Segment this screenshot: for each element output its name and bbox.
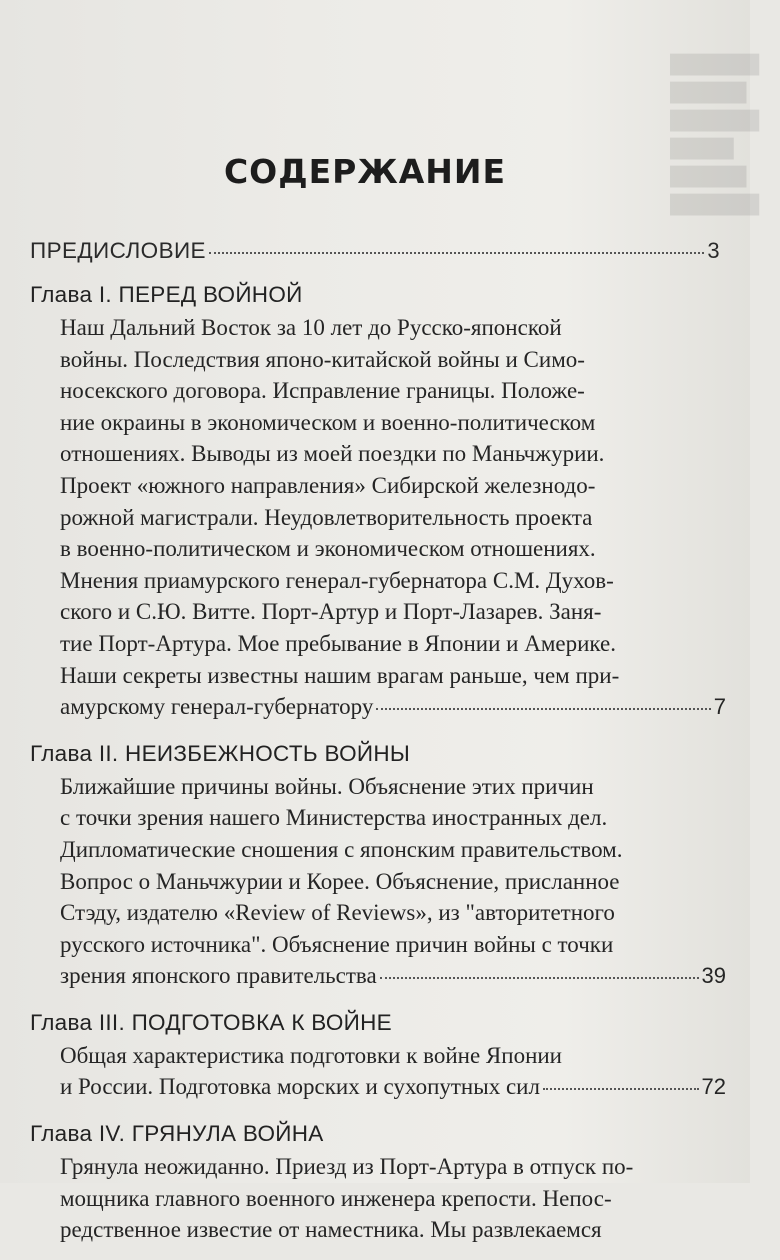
toc-entry-chapter-4[interactable] xyxy=(30,1117,720,1246)
description-line: отношениях. Выводы из моей поездки по Маньчжурии. xyxy=(60,441,605,467)
page-number: 7 xyxy=(713,694,726,720)
dot-leader xyxy=(376,708,710,710)
description-line: Общая характеристика подготовки к войне Японии xyxy=(60,1042,562,1068)
description-line: ние окраины в экономическом и военно-политическом xyxy=(60,409,596,435)
description-line: Грянула неожиданно. Приезд из Порт-Артура в отпуск по- xyxy=(60,1154,634,1180)
description-line: Мнения приамурского генерал-губернатора С.М. Духов- xyxy=(60,567,614,593)
toc-entry-chapter-1[interactable] xyxy=(30,278,726,723)
chapter-description xyxy=(60,312,726,723)
description-line: в военно-политическом и экономическом отношениях. xyxy=(60,536,596,562)
description-last-line xyxy=(60,691,726,723)
description-line: мощника главного военного инженера крепости. Непос- xyxy=(60,1185,612,1211)
toc-entry-preface[interactable] xyxy=(30,238,720,264)
page-title: СОДЕРЖАНИЕ xyxy=(223,152,507,191)
description-line: Проект «южного направления» Сибирской железнодо- xyxy=(60,472,596,498)
chapter-heading: Глава III. ПОДГОТОВКА К ВОЙНЕ xyxy=(30,1009,392,1035)
description-line: войны. Последствия японо-китайской войны и Симо- xyxy=(60,346,585,372)
dot-leader xyxy=(209,252,704,254)
description-line: Наш Дальний Восток за 10 лет до Русско-японской xyxy=(60,315,562,340)
page-number: 72 xyxy=(701,1074,726,1100)
page-number: 39 xyxy=(701,963,726,989)
description-line: Стэду, издателю «Review of Reviews», из "авторитетного xyxy=(60,900,615,926)
page-number: 3 xyxy=(707,238,720,263)
dot-leader xyxy=(380,977,699,979)
description-line: зрения японского правительства xyxy=(60,963,377,989)
chapter-heading: Глава IV. ГРЯНУЛА ВОЙНА xyxy=(30,1121,324,1147)
description-line: Дипломатические сношения с японским правительством. xyxy=(60,836,623,862)
show-through-text: ███████ ██████ ███████ █████ ██████ ███████ xyxy=(670,54,760,214)
description-line: Ближайшие причины войны. Объяснение этих причин xyxy=(60,773,594,799)
chapter-description xyxy=(60,1151,720,1246)
description-line: амурскому генерал-губернатору xyxy=(60,694,374,720)
chapter-description xyxy=(60,771,726,992)
chapter-description xyxy=(60,1040,726,1103)
description-line: русского источника". Объяснение причин войны с точки xyxy=(60,931,614,957)
description-line: рожной магистрали. Неудовлетворительность проекта xyxy=(60,504,593,530)
description-line: ского и С.Ю. Витте. Порт-Артур и Порт-Лазарев. Заня- xyxy=(60,599,602,625)
description-line: с точки зрения нашего Министерства иностранных дел. xyxy=(60,805,608,831)
description-line: Наши секреты известны нашим врагам раньше, чем при- xyxy=(60,662,620,688)
description-line: тие Порт-Артура. Мое пребывание в Японии и Америке. xyxy=(60,630,616,656)
description-last-line xyxy=(60,1071,726,1103)
toc-entry-chapter-2[interactable] xyxy=(30,737,726,992)
description-line: и России. Подготовка морских и сухопутных сил xyxy=(60,1074,540,1100)
description-last-line xyxy=(60,960,726,992)
dot-leader xyxy=(543,1088,699,1090)
chapter-heading: Глава II. НЕИЗБЕЖНОСТЬ ВОЙНЫ xyxy=(30,740,411,766)
toc-entry-chapter-3[interactable] xyxy=(30,1006,726,1103)
preface-label: ПРЕДИСЛОВИЕ xyxy=(30,238,206,263)
description-line: Вопрос о Маньчжурии и Корее. Объяснение, присланное xyxy=(60,868,620,894)
description-line: носекского договора. Исправление границы. Положе- xyxy=(60,378,585,404)
table-of-contents xyxy=(30,238,726,1260)
description-line: редственное известие от наместника. Мы развлекаемся xyxy=(60,1217,602,1243)
chapter-heading: Глава I. ПЕРЕД ВОЙНОЙ xyxy=(30,282,303,307)
